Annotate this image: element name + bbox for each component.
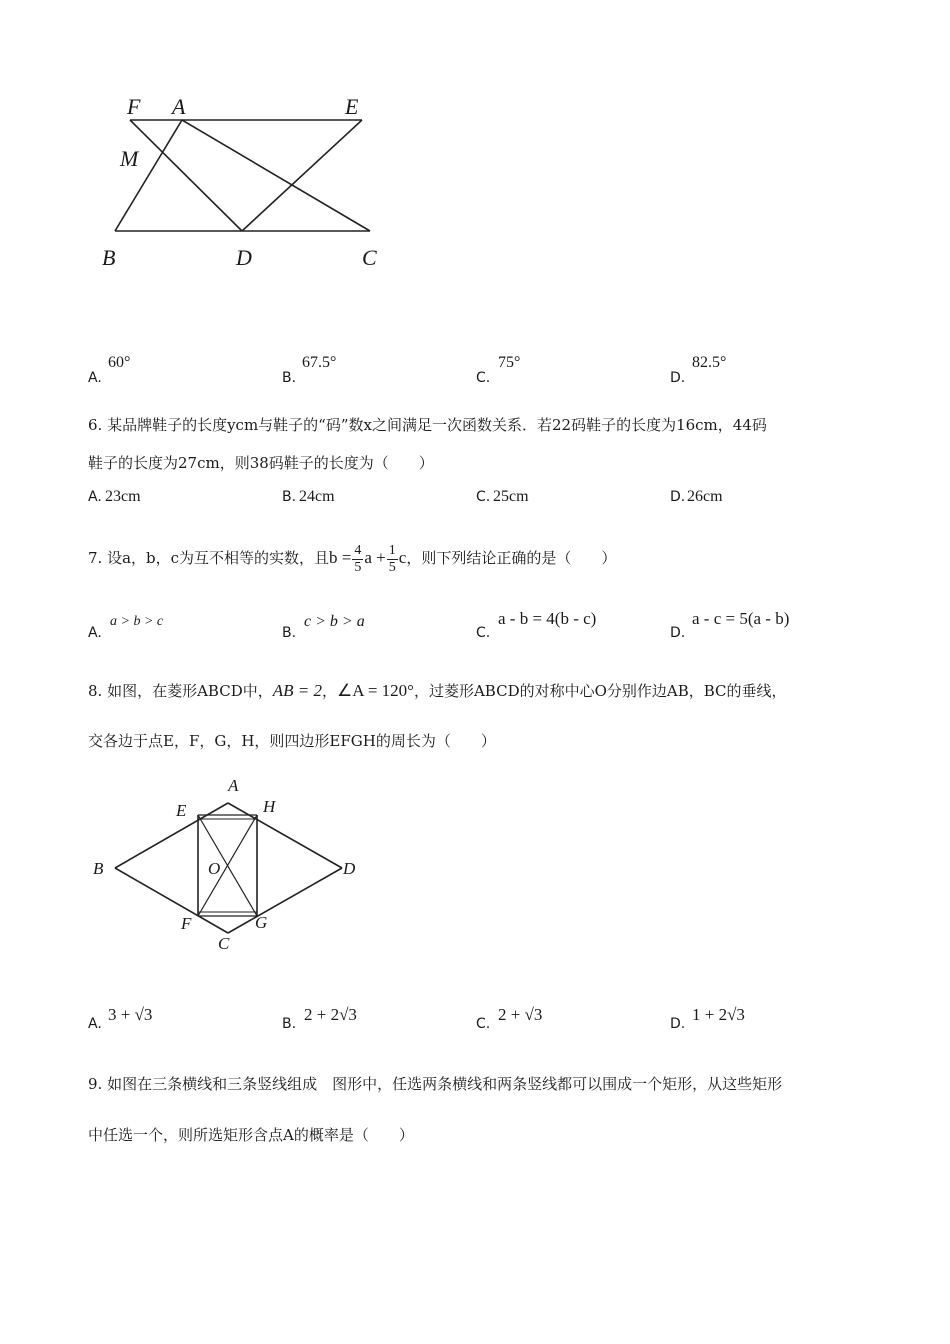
q9-text-line-2: 中任选一个，则所选矩形含点A的概率是（ ） <box>88 1126 414 1144</box>
q6-option-b-letter: B. <box>282 489 297 505</box>
q8-eq-ab: AB = 2 <box>272 681 322 700</box>
q8-option-c-letter: C. <box>476 1016 491 1032</box>
q8-option-b-letter: B. <box>282 1016 297 1032</box>
q8-text-line-1 <box>88 680 787 702</box>
q6-option-a-letter: A. <box>88 489 102 505</box>
q8-option-d-letter: D. <box>670 1016 686 1032</box>
q7-frac1-denominator: 5 <box>354 559 362 575</box>
q6-option-c-value: 25cm <box>493 488 529 505</box>
q8-text-line-2: 交各边于点E，F，G，H，则四边形EFGH的周长为（ ） <box>88 732 496 750</box>
q6-option-a-value: 23cm <box>105 488 141 505</box>
q7-eq-b: b = <box>329 548 352 567</box>
q9-text-line-1: 9. 如图在三条横线和三条竖线组成 图形中，任选两条横线和两条竖线都可以围成一个矩形，从这些矩形 <box>88 1075 783 1093</box>
q7-frac1-numerator: 4 <box>354 542 362 558</box>
q8-option-c-value: 2 + √3 <box>498 1005 543 1024</box>
q5-option-d-letter: D. <box>670 370 686 386</box>
q7-option-b-letter: B. <box>282 625 297 641</box>
point-label-B: B <box>102 245 116 270</box>
q7-option-b-value: c > b > a <box>304 613 365 630</box>
point-label-A: A <box>228 776 239 795</box>
q7-suffix: ，则下列结论正确的是（ ） <box>406 549 617 567</box>
q8-rhombus-figure <box>90 770 380 970</box>
q8-option-a-letter: A. <box>88 1016 102 1032</box>
q6-option-d-value: 26cm <box>687 488 723 505</box>
point-label-B: B <box>93 859 104 878</box>
point-label-H: H <box>263 797 276 816</box>
point-label-M: M <box>120 146 139 171</box>
q7-fraction-4-5 <box>352 543 363 576</box>
q5-option-d-value: 82.5° <box>692 354 727 371</box>
point-label-A: A <box>172 94 186 119</box>
segment-DC <box>228 868 342 933</box>
q7-option-d-letter: D. <box>670 625 686 641</box>
q5-option-b-letter: B. <box>282 370 297 386</box>
q7-prefix: 7. 设a，b，c为互不相等的实数，且 <box>88 549 330 567</box>
point-label-F: F <box>181 914 192 933</box>
q5-option-c-value: 75° <box>498 354 521 371</box>
q7-eq-mid: a + <box>364 548 386 567</box>
q8-eq-angle: ∠A = 120° <box>336 681 414 700</box>
segment-DE <box>242 120 362 231</box>
segment-FD <box>130 120 242 231</box>
q6-text-line-2: 鞋子的长度为27cm，则38码鞋子的长度为（ ） <box>88 454 434 472</box>
q5-option-c-letter: C. <box>476 370 491 386</box>
q7-frac2-denominator: 5 <box>388 559 396 575</box>
q8-option-d-value: 1 + 2√3 <box>692 1005 745 1024</box>
q7-frac2-numerator: 1 <box>388 542 396 558</box>
segment-AC <box>182 120 370 231</box>
q7-option-a-letter: A. <box>88 625 102 641</box>
q8-line1-start: 8. 如图，在菱形ABCD中， <box>88 682 273 700</box>
q7-option-a-value: a > b > c <box>110 614 164 629</box>
point-label-F: F <box>127 94 141 119</box>
q5-option-b-value: 67.5° <box>302 354 337 371</box>
q7-fraction-1-5 <box>387 543 398 576</box>
point-label-D: D <box>236 245 252 270</box>
q7-question <box>88 530 616 586</box>
q6-text-line-1: 6. 某品牌鞋子的长度ycm与鞋子的“码”数x之间满足一次函数关系．若22码鞋子的长度为16cm，44码 <box>88 416 767 434</box>
q7-eq-c: c <box>398 548 407 567</box>
point-label-E: E <box>345 94 359 119</box>
q6-option-b-value: 24cm <box>299 488 335 505</box>
segment-AB <box>115 120 182 231</box>
point-label-G: G <box>255 913 268 932</box>
q6-option-c-letter: C. <box>476 489 491 505</box>
point-label-E: E <box>176 801 187 820</box>
q8-line1-end: ，过菱形ABCD的对称中心O分别作边AB，BC的垂线， <box>413 682 787 700</box>
q8-option-b-value: 2 + 2√3 <box>304 1005 357 1024</box>
point-label-C: C <box>218 934 230 953</box>
point-label-C: C <box>362 245 377 270</box>
q5-option-a-letter: A. <box>88 370 102 386</box>
q7-option-d-value: a - c = 5(a - b) <box>692 609 790 628</box>
q6-option-d-letter: D. <box>670 489 686 505</box>
q7-option-c-letter: C. <box>476 625 491 641</box>
q5-option-a-value: 60° <box>108 354 131 371</box>
point-label-D: D <box>343 859 356 878</box>
q8-line1-sep: ， <box>321 682 337 700</box>
point-label-O: O <box>208 859 221 878</box>
q8-option-a-value: 3 + √3 <box>108 1005 153 1024</box>
q7-option-c-value: a - b = 4(b - c) <box>498 609 597 628</box>
